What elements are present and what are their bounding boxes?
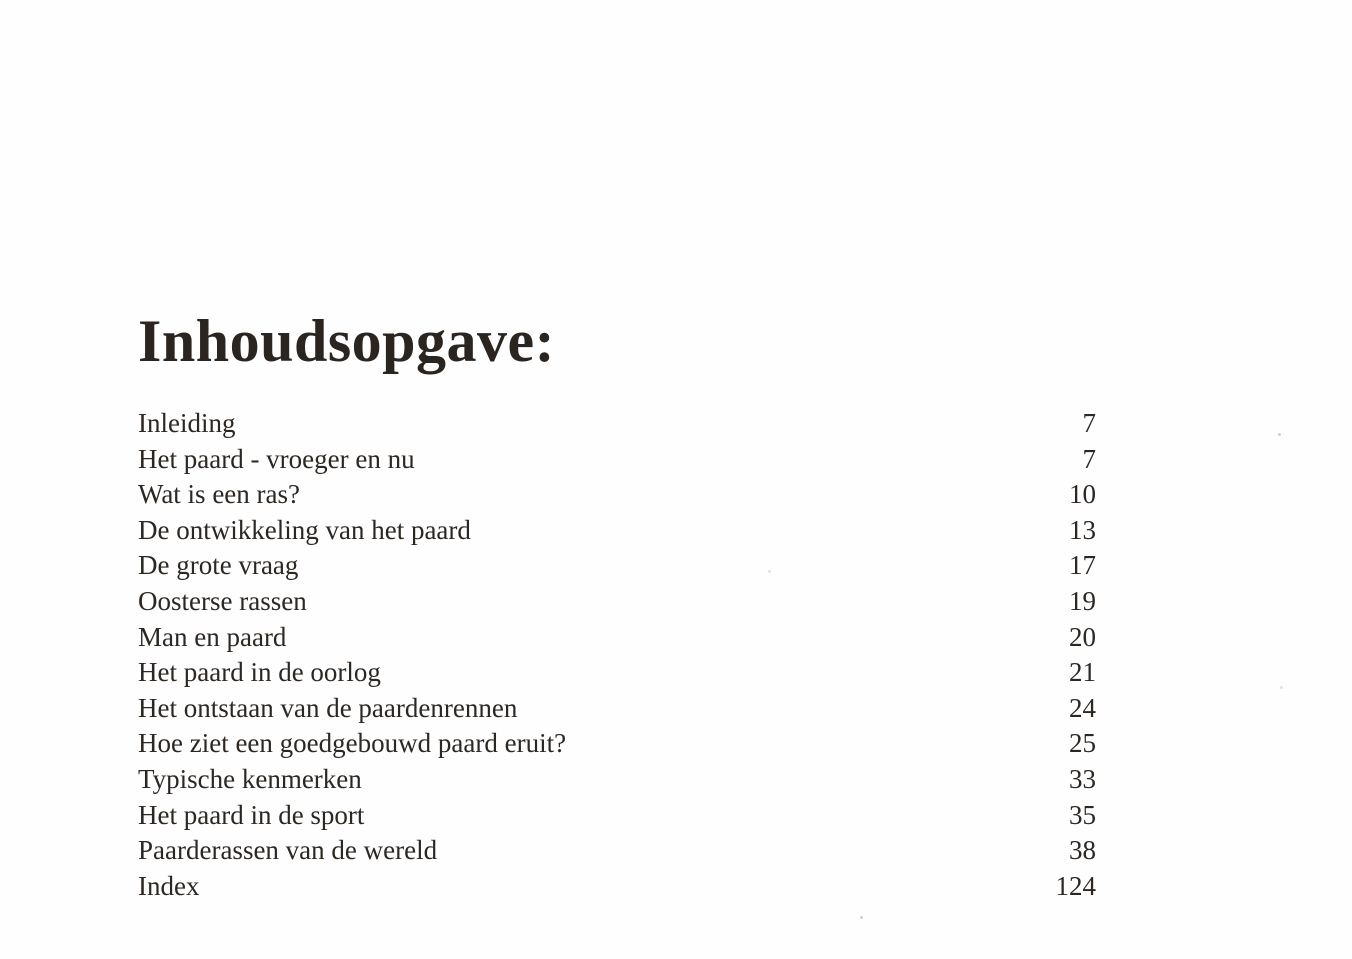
toc-entry [138,691,1098,727]
paper-speck [1278,433,1281,436]
toc-entry [138,548,1098,584]
toc-entry [138,477,1098,513]
toc-entry-title: Hoe ziet een goedgebouwd paard eruit? [138,728,567,759]
toc-entry-title: Het paard in de sport [138,799,365,830]
toc-entry-page: 10 [1069,479,1096,510]
toc-entry-page: 7 [1082,408,1096,438]
toc-entry [138,798,1098,834]
toc-entry-page: 24 [1069,692,1096,723]
toc-entry-title: Het ontstaan van de paardenrennen [138,692,518,723]
toc-entry-page: 38 [1069,835,1096,866]
toc-entry [138,762,1098,798]
toc-entry-page: 33 [1069,763,1096,794]
toc-entry [138,620,1098,656]
page-title: Inhoudsopgave: [138,308,556,374]
toc-entry-page: 7 [1082,443,1096,474]
toc-entry [138,833,1098,869]
toc-entry-page: 20 [1069,621,1096,652]
toc-entry-title: Man en paard [138,621,287,652]
toc-entry [138,655,1098,691]
toc-entry-page: 17 [1069,550,1096,581]
toc-entry [138,406,1098,442]
toc-entry [138,513,1098,549]
paper-speck [860,916,863,919]
toc-entry-title: Het paard in de oorlog [138,657,381,688]
toc-entry-title: Inleiding [138,408,236,438]
toc-entry-page: 21 [1069,657,1096,688]
toc-entry-title: Wat is een ras? [138,479,300,510]
toc-entry-title: Typische kenmerken [138,763,362,794]
toc-entry-title: Index [138,870,200,901]
toc-entry [138,726,1098,762]
toc-entry-page: 13 [1069,514,1096,545]
toc-entry-title: Het paard - vroeger en nu [138,443,415,474]
toc-entry-page: 25 [1069,728,1096,759]
toc-entry [138,869,1098,905]
toc-entry-title: De ontwikkeling van het paard [138,514,471,545]
toc-entry [138,584,1098,620]
toc-entry-page: 124 [1055,870,1096,901]
toc-entry-page: 19 [1069,585,1096,616]
toc-entry-title: De grote vraag [138,550,299,581]
toc-entry-title: Paarderassen van de wereld [138,835,438,866]
toc-entry [138,442,1098,478]
toc-entry-page: 35 [1069,799,1096,830]
paper-speck [1280,686,1283,689]
table-of-contents [138,406,1098,904]
toc-entry-title: Oosterse rassen [138,585,307,616]
